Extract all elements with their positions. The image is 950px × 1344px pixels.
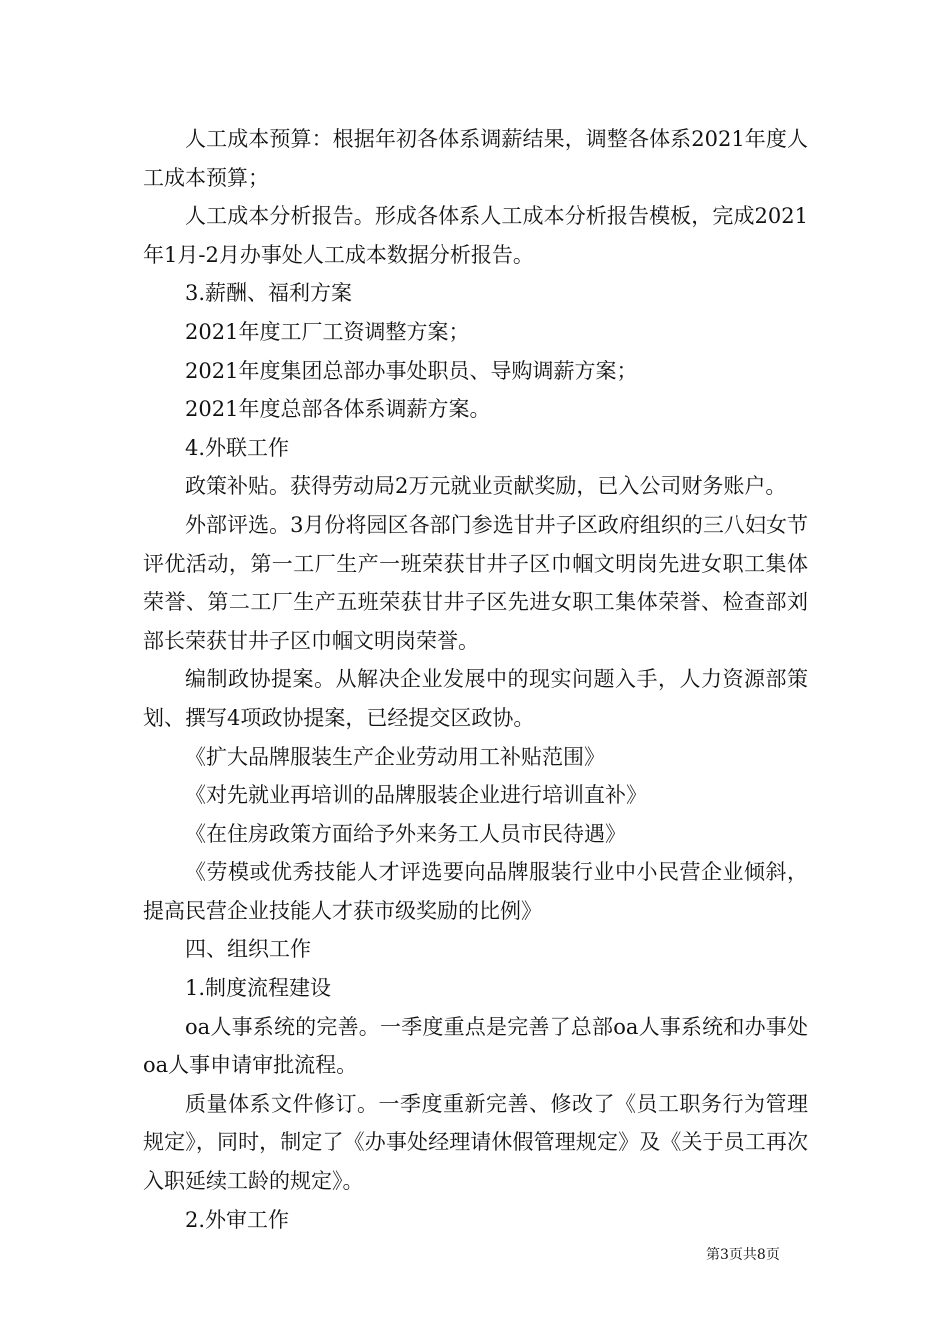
paragraph-policy-subsidy: 政策补贴。获得劳动局2万元就业贡献奖励，已入公司财务账户。: [185, 474, 787, 499]
heading-external-relations: 4.外联工作: [185, 435, 290, 460]
proposal-item-1: 《扩大品牌服装生产企业劳动用工补贴范围》: [185, 744, 605, 769]
page-number: 第3页共8页: [706, 1247, 780, 1263]
proposal-item-3: 《在住房政策方面给予外来务工人员市民待遇》: [185, 821, 626, 846]
heading-salary-benefits: 3.薪酬、福利方案: [185, 281, 353, 306]
paragraph-oa-system: oa人事系统的完善。一季度重点是完善了总部oa人事系统和办事处oa人事申请审批流程。: [143, 1014, 808, 1078]
paragraph-quality-documents: 质量体系文件修订。一季度重新完善、修改了《员工职务行为管理规定》，同时，制定了《办事处经理请休假管理规定》及《关于员工再次入职延续工龄的规定》。: [143, 1091, 808, 1194]
paragraph-cppcc-proposals: 编制政协提案。从解决企业发展中的现实问题入手，人力资源部策划、撰写4项政协提案，已经提交区政协。: [143, 667, 808, 730]
heading-organization-work: 四、组织工作: [185, 937, 311, 962]
paragraph-labor-cost-report: 人工成本分析报告。形成各体系人工成本分析报告模板，完成2021年1月-2月办事处人工成本数据分析报告。: [143, 204, 808, 267]
heading-external-audit: 2.外审工作: [185, 1207, 290, 1232]
document-body: [143, 120, 808, 1239]
paragraph-hq-office-salary-plan: 2021年度集团总部办事处职员、导购调薪方案；: [185, 358, 638, 383]
proposal-item-2: 《对先就业再培训的品牌服装企业进行培训直补》: [185, 783, 647, 808]
paragraph-labor-cost-budget: 人工成本预算：根据年初各体系调薪结果，调整各体系2021年度人工成本预算；: [143, 127, 808, 190]
proposal-item-4: 《劳模或优秀技能人才评选要向品牌服装行业中小民营企业倾斜，提高民营企业技能人才获市级奖励的比例》: [143, 860, 808, 923]
paragraph-external-selection: 外部评选。3月份将园区各部门参选甘井子区政府组织的三八妇女节评优活动，第一工厂生产一班荣获甘井子区巾帼文明岗先进女职工集体荣誉、第二工厂生产五班荣获甘井子区先进女职工集体荣誉、检查部刘部长荣获甘井子区巾帼文明岗荣誉。: [143, 512, 808, 653]
paragraph-factory-wage-plan: 2021年度工厂工资调整方案；: [185, 319, 470, 344]
heading-process-construction: 1.制度流程建设: [185, 976, 332, 1001]
paragraph-hq-system-salary-plan: 2021年度总部各体系调薪方案。: [185, 397, 491, 422]
